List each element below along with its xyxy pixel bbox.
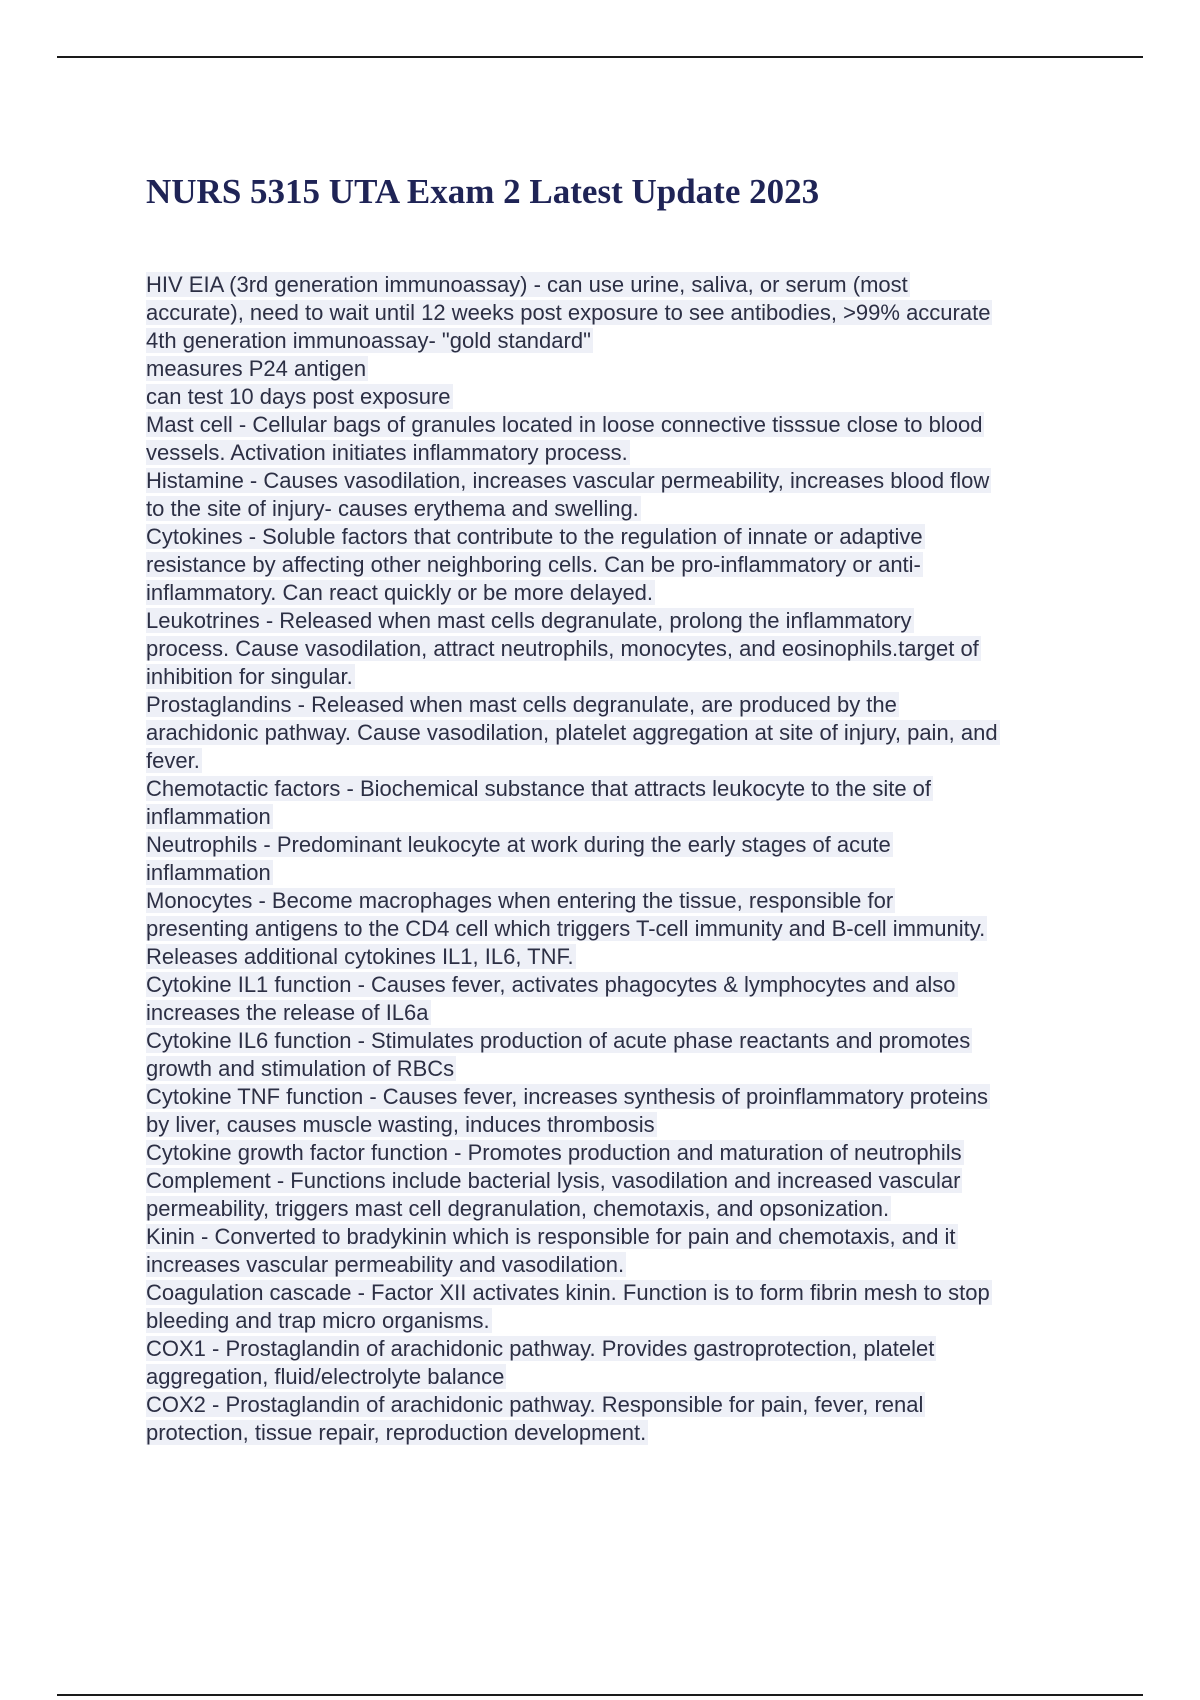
bottom-divider (57, 1694, 1143, 1696)
text-line (146, 887, 1096, 915)
text-line-content: Cytokine growth factor function - Promotes production and maturation of neutrophils (146, 1140, 962, 1165)
text-line (146, 1279, 1096, 1307)
text-line (146, 607, 1096, 635)
text-line (146, 859, 1096, 887)
text-line-content: Releases additional cytokines IL1, IL6, TNF. (146, 944, 574, 969)
text-line (146, 579, 1096, 607)
text-line-content: Cytokines - Soluble factors that contribute to the regulation of innate or adaptive (146, 524, 923, 549)
text-line-content: Neutrophils - Predominant leukocyte at work during the early stages of acute (146, 832, 891, 857)
text-line (146, 1139, 1096, 1167)
top-divider (57, 56, 1143, 58)
text-line (146, 747, 1096, 775)
text-line-content: Mast cell - Cellular bags of granules located in loose connective tisssue close to blood (146, 412, 983, 437)
text-line-content: Cytokine IL6 function - Stimulates production of acute phase reactants and promotes (146, 1028, 971, 1053)
text-line-content: inflammatory. Can react quickly or be more delayed. (146, 580, 654, 605)
text-line-content: accurate), need to wait until 12 weeks post exposure to see antibodies, >99% accurate (146, 300, 991, 325)
text-line-content: Leukotrines - Released when mast cells degranulate, prolong the inflammatory (146, 608, 912, 633)
text-line (146, 383, 1096, 411)
text-line-content: fever. (146, 748, 200, 773)
text-line-content: COX1 - Prostaglandin of arachidonic pathway. Provides gastroprotection, platelet (146, 1336, 935, 1361)
text-line (146, 495, 1096, 523)
text-line (146, 1055, 1096, 1083)
text-line-content: Histamine - Causes vasodilation, increases vascular permeability, increases blood flow (146, 468, 990, 493)
text-line-content: measures P24 antigen (146, 356, 367, 381)
text-line-content: 4th generation immunoassay- "gold standard" (146, 328, 591, 353)
text-line-content: Chemotactic factors - Biochemical substance that attracts leukocyte to the site of (146, 776, 932, 801)
text-line-content: HIV EIA (3rd generation immunoassay) - can use urine, saliva, or serum (most (146, 272, 908, 297)
page-title: NURS 5315 UTA Exam 2 Latest Update 2023 (146, 172, 820, 211)
text-line-content: Complement - Functions include bacterial lysis, vasodilation and increased vascular (146, 1168, 961, 1193)
text-line-content: can test 10 days post exposure (146, 384, 451, 409)
text-line (146, 1419, 1096, 1447)
text-line-content: bleeding and trap micro organisms. (146, 1308, 490, 1333)
text-line (146, 299, 1096, 327)
text-line (146, 663, 1096, 691)
text-line-content: vessels. Activation initiates inflammatory process. (146, 440, 628, 465)
text-line (146, 803, 1096, 831)
text-line (146, 1335, 1096, 1363)
text-line (146, 943, 1096, 971)
text-line (146, 999, 1096, 1027)
text-line-content: to the site of injury- causes erythema and swelling. (146, 496, 639, 521)
text-line-content: growth and stimulation of RBCs (146, 1056, 455, 1081)
document-body (146, 271, 1096, 1447)
text-line (146, 971, 1096, 999)
text-line-content: inflammation (146, 860, 271, 885)
text-line (146, 635, 1096, 663)
text-line-content: COX2 - Prostaglandin of arachidonic pathway. Responsible for pain, fever, renal (146, 1392, 924, 1417)
text-line-content: increases vascular permeability and vasodilation. (146, 1252, 625, 1277)
text-line (146, 1363, 1096, 1391)
text-line (146, 439, 1096, 467)
text-line (146, 1251, 1096, 1279)
text-line (146, 467, 1096, 495)
text-line-content: Cytokine IL1 function - Causes fever, activates phagocytes & lymphocytes and also (146, 972, 956, 997)
text-line-content: presenting antigens to the CD4 cell which triggers T-cell immunity and B-cell immunity. (146, 916, 986, 941)
text-line (146, 1307, 1096, 1335)
text-line (146, 1111, 1096, 1139)
text-line (146, 271, 1096, 299)
text-line (146, 691, 1096, 719)
text-line-content: Prostaglandins - Released when mast cells degranulate, are produced by the (146, 692, 897, 717)
text-line (146, 551, 1096, 579)
text-line (146, 411, 1096, 439)
text-line-content: increases the release of IL6a (146, 1000, 429, 1025)
text-line (146, 1027, 1096, 1055)
text-line (146, 915, 1096, 943)
text-line (146, 355, 1096, 383)
text-line-content: Coagulation cascade - Factor XII activates kinin. Function is to form fibrin mesh to stop (146, 1280, 990, 1305)
text-line (146, 831, 1096, 859)
text-line (146, 1195, 1096, 1223)
text-line (146, 523, 1096, 551)
text-line (146, 327, 1096, 355)
text-line-content: Kinin - Converted to bradykinin which is responsible for pain and chemotaxis, and it (146, 1224, 956, 1249)
text-line (146, 1167, 1096, 1195)
text-line-content: protection, tissue repair, reproduction development. (146, 1420, 647, 1445)
text-line-content: permeability, triggers mast cell degranulation, chemotaxis, and opsonization. (146, 1196, 890, 1221)
text-line-content: resistance by affecting other neighboring cells. Can be pro-inflammatory or anti- (146, 552, 921, 577)
text-line-content: inhibition for singular. (146, 664, 353, 689)
text-line-content: inflammation (146, 804, 271, 829)
text-line (146, 1083, 1096, 1111)
text-line-content: Cytokine TNF function - Causes fever, increases synthesis of proinflammatory proteins (146, 1084, 989, 1109)
text-line-content: arachidonic pathway. Cause vasodilation, platelet aggregation at site of injury, pain, and (146, 720, 998, 745)
text-line (146, 719, 1096, 747)
text-line-content: Monocytes - Become macrophages when entering the tissue, responsible for (146, 888, 894, 913)
text-line-content: by liver, causes muscle wasting, induces thrombosis (146, 1112, 655, 1137)
text-line (146, 1223, 1096, 1251)
text-line-content: aggregation, fluid/electrolyte balance (146, 1364, 505, 1389)
text-line-content: process. Cause vasodilation, attract neutrophils, monocytes, and eosinophils.target of (146, 636, 979, 661)
text-line (146, 775, 1096, 803)
text-line (146, 1391, 1096, 1419)
